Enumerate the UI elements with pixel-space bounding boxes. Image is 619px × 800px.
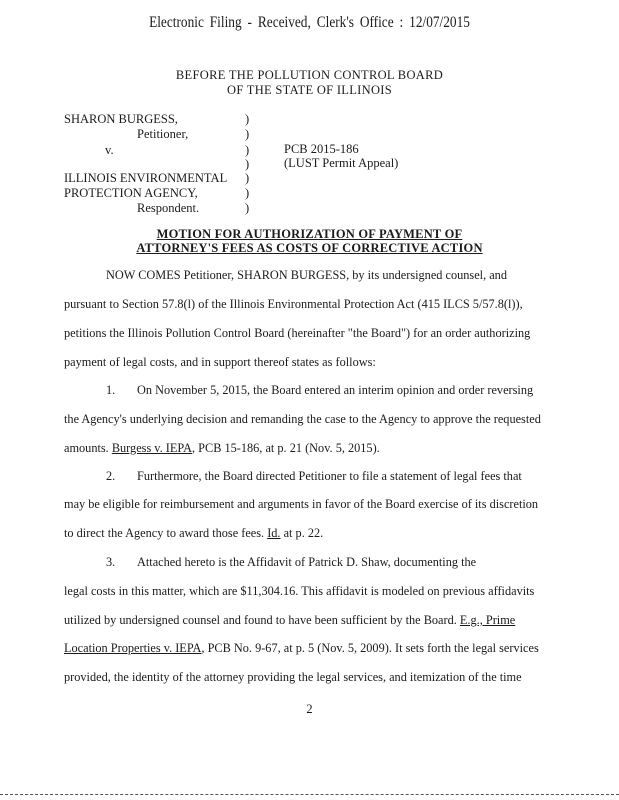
para2-line3: to direct the Agency to award those fees. Id. at p. 22. [64,526,324,540]
caption-paren: ) [245,127,250,141]
para3-line1: Attached hereto is the Affidavit of Patrick D. Shaw, documenting the [137,555,477,569]
motion-title-line2: ATTORNEY'S FEES AS COSTS OF CORRECTIVE ACTION [136,241,483,255]
para1-line2: the Agency's underlying decision and remanding the case to the Agency to approve the requested [64,412,541,426]
caption-paren: ) [245,112,250,126]
board-heading-line1: BEFORE THE POLLUTION CONTROL BOARD [175,68,444,82]
respondent-role: Respondent. [137,201,200,215]
case-number: PCB 2015-186 [284,142,359,156]
eg-citation: E.g., Prime [459,613,516,627]
intro-line4: payment of legal costs, and in support thereof states as follows: [64,355,376,369]
case-citation: Burgess v. IEPA [111,441,192,455]
para3-number: 3. [106,555,116,569]
para3-line2: legal costs in this matter, which are $11,304.16. This affidavit is modeled on previous affidavits [64,584,535,598]
page-number: 2 [306,702,313,716]
caption-paren: ) [245,201,250,215]
id-citation: Id. [267,526,281,540]
respondent-line1: ILLINOIS ENVIRONMENTAL [64,171,228,185]
caption-paren: ) [245,171,250,185]
board-heading-line2: OF THE STATE OF ILLINOIS [227,83,392,97]
petitioner-role: Petitioner, [137,127,189,141]
intro-line2: pursuant to Section 57.8(l) of the Illinois Environmental Protection Act (415 ILCS 5/57.8(l)), [64,297,523,311]
para1-number: 1. [106,383,116,397]
para1-line1: On November 5, 2015, the Board entered an interim opinion and order reversing [137,383,534,397]
caption-paren: ) [245,143,250,157]
case-type: (LUST Permit Appeal) [284,156,399,170]
petitioner-name: SHARON BURGESS, [64,112,178,126]
para2-line2: may be eligible for reimbursement and arguments in favor of the Board exercise of its discretion [64,497,539,511]
para2-line1: Furthermore, the Board directed Petitioner to file a statement of legal fees that [137,469,522,483]
para3-line3: utilized by undersigned counsel and found to have been sufficient by the Board. E.g., Prime [64,613,516,627]
caption-paren: ) [245,157,250,171]
intro-line3: petitions the Illinois Pollution Control Board (hereinafter "the Board") for an order authorizing [64,326,531,340]
filing-stamp: Electronic Filing - Received, Clerk's Office : 12/07/2015 [149,14,470,31]
versus: v. [105,143,114,157]
intro-line1: NOW COMES Petitioner, SHARON BURGESS, by its undersigned counsel, and [106,268,507,282]
caption-paren: ) [245,186,250,200]
para3-line4: Location Properties v. IEPA, PCB No. 9-67, at p. 5 (Nov. 5, 2009). It sets forth the legal services [64,641,539,655]
para3-line5: provided, the identity of the attorney providing the legal services, and itemization of the time [64,670,522,684]
case-citation: Location Properties v. IEPA [64,641,202,655]
scan-edge-divider [0,794,619,795]
para1-line3: amounts. Burgess v. IEPA, PCB 15-186, at p. 21 (Nov. 5, 2015). [64,441,380,455]
motion-title-line1: MOTION FOR AUTHORIZATION OF PAYMENT OF [156,227,463,241]
para2-number: 2. [106,469,116,483]
respondent-line2: PROTECTION AGENCY, [64,186,198,200]
